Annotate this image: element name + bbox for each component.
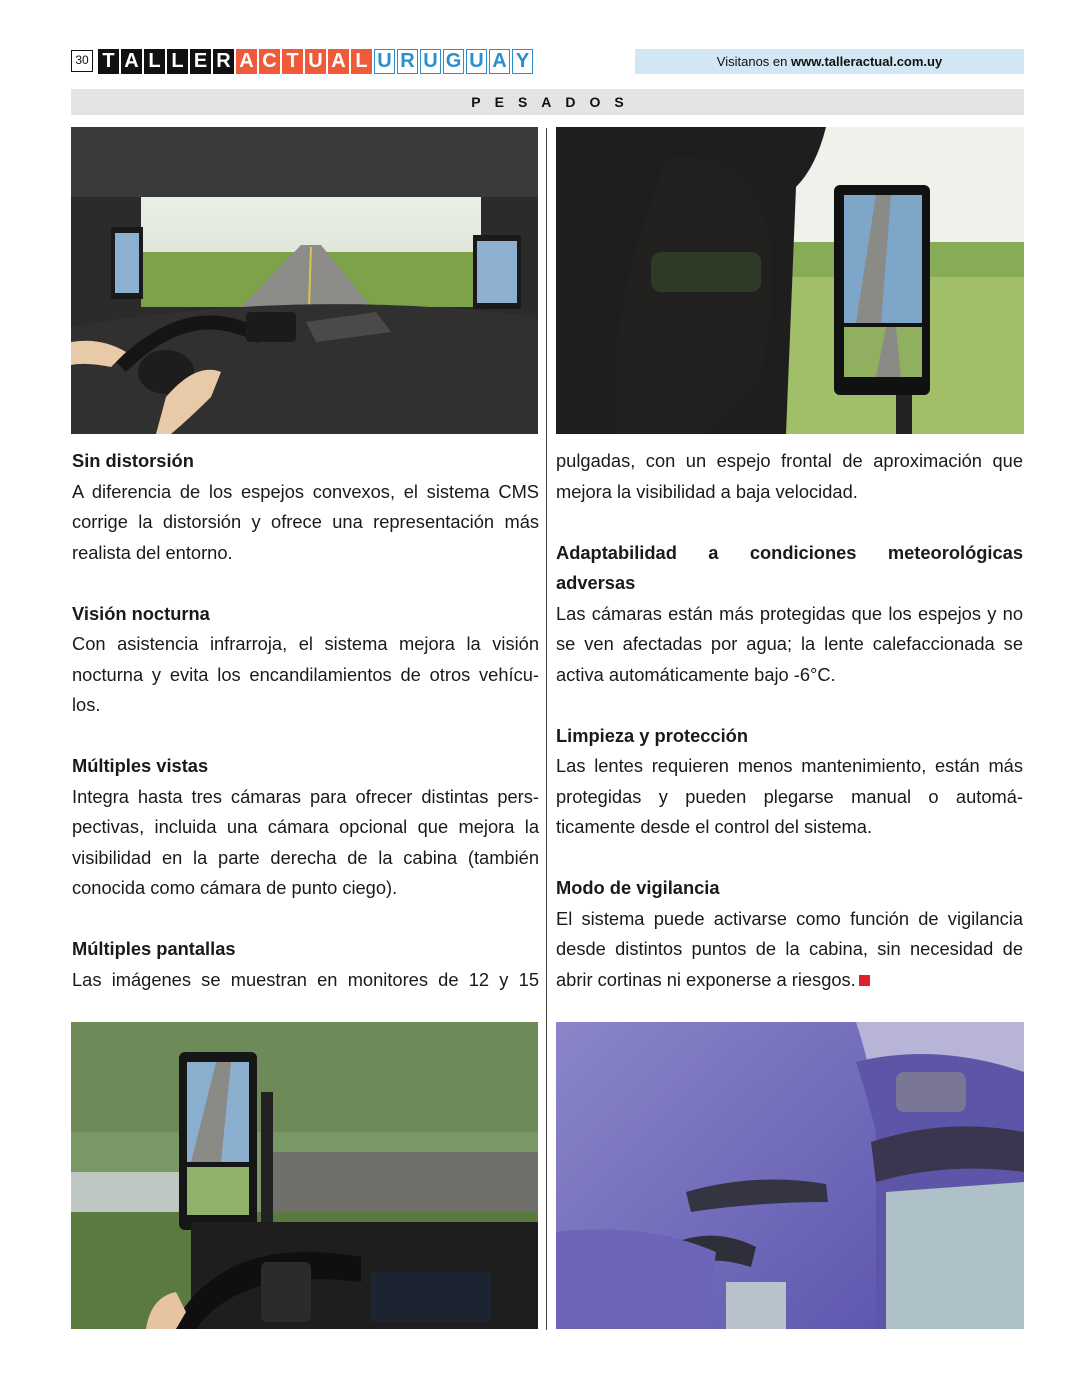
- website-banner[interactable]: [635, 49, 1024, 74]
- page-number: 30: [71, 50, 93, 72]
- brand-letter: T: [282, 49, 303, 74]
- heading-limpieza: Limpieza y protección: [556, 724, 748, 746]
- heading-modo-vigilancia: Modo de vigilancia: [556, 877, 720, 898]
- right-column: [556, 446, 1023, 995]
- body-adaptabilidad: Las cámaras están más protegidas que los espejos y no se ven afectadas por agua; la lente calefaccionada se activa automáticamente bajo -6°C.: [556, 602, 1023, 685]
- brand-letter: L: [144, 49, 165, 74]
- body-sin-distorsion: A diferencia de los espejos convexos, el sistema CMS corrige la distorsión y ofrece una representación más realista del entorno.: [72, 480, 539, 563]
- heading-adaptabilidad: Adaptabilidad a condiciones meteorológicas adversas: [556, 541, 1023, 593]
- brand-letter: R: [397, 49, 418, 74]
- brand-letter: U: [374, 49, 395, 74]
- brand-letter: R: [213, 49, 234, 74]
- column-divider: [546, 128, 547, 1330]
- brand-letter: E: [190, 49, 211, 74]
- masthead: [71, 48, 1024, 75]
- heading-multiples-pantallas: Múltiples pantallas: [72, 938, 236, 959]
- photo-cab-interior: [71, 127, 538, 434]
- end-of-article-icon: [859, 975, 870, 986]
- brand-letter: U: [305, 49, 326, 74]
- brand-letter: C: [259, 49, 280, 74]
- photo-driver-monitor: [556, 127, 1024, 434]
- brand-logo: [98, 49, 533, 74]
- section-title: PESADOS: [71, 89, 1024, 115]
- photo-monitor-closeup: [71, 1022, 538, 1329]
- website-url[interactable]: www.talleractual.com.uy: [790, 54, 943, 69]
- brand-letter: Y: [512, 49, 533, 74]
- body-multiples-vistas: Integra hasta tres cámaras para ofrecer distintas pers-pectivas, incluida una cámara opcional que mejora la visibilidad en la parte derecha de la cabina (también conocida como cámara de punto ciego).: [72, 785, 539, 898]
- brand-letter: L: [351, 49, 372, 74]
- left-column: [72, 446, 539, 995]
- brand-letter: A: [121, 49, 142, 74]
- body-vision-nocturna: Con asistencia infrarroja, el sistema mejora la visión nocturna y evita los encandilamientos de otros vehícu-los.: [72, 633, 539, 715]
- body-modo-vigilancia-wrap: [556, 904, 1023, 996]
- heading-vision-nocturna: Visión nocturna: [72, 602, 210, 624]
- brand-letter: T: [98, 49, 119, 74]
- brand-letter: L: [167, 49, 188, 74]
- brand-letter: A: [489, 49, 510, 74]
- body-modo-vigilancia: El sistema puede activarse como función de vigilancia desde distintos puntos de la cabina, sin necesidad de abrir cortinas ni exponerse a riesgos.: [556, 907, 1023, 990]
- body-continuation: pulgadas, con un espejo frontal de aproximación que mejora la visibilidad a baja velocidad.: [556, 450, 1023, 502]
- heading-multiples-vistas: Múltiples vistas: [72, 755, 209, 776]
- brand-letter: G: [443, 49, 464, 74]
- photo-exterior-camera: [556, 1022, 1024, 1329]
- heading-sin-distorsion: Sin distorsión: [72, 450, 194, 471]
- body-limpieza: Las lentes requieren menos mantenimiento, están más protegidas y pueden plegarse manual o automá-ticamente desde el control del sistema.: [556, 755, 1023, 837]
- brand-letter: A: [236, 49, 257, 74]
- brand-letter: U: [466, 49, 487, 74]
- visit-prefix: Visitanos en: [716, 54, 791, 69]
- brand-letter: U: [420, 49, 441, 74]
- brand-letter: A: [328, 49, 349, 74]
- body-multiples-pantallas: Las imágenes se muestran en monitores de 12 y 15: [72, 968, 539, 990]
